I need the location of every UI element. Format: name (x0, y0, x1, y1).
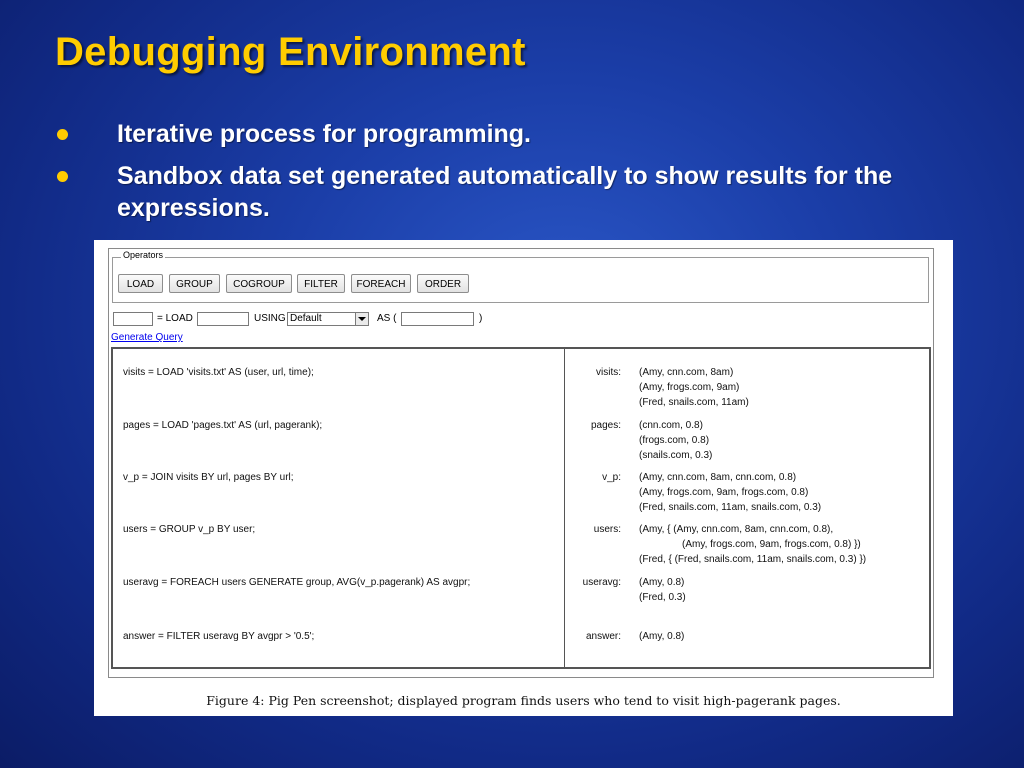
file-name-input[interactable] (197, 312, 249, 326)
result-label: v_p: (602, 472, 621, 483)
program-line: visits = LOAD 'visits.txt' AS (user, url, time); (123, 367, 314, 378)
result-line: (snails.com, 0.3) (639, 450, 713, 461)
result-line: (Amy, frogs.com, 9am, frogs.com, 0.8) }) (682, 539, 861, 550)
slide-title: Debugging Environment (55, 30, 526, 74)
operators-legend: Operators (123, 250, 164, 260)
bullet-item (55, 160, 975, 224)
program-line: v_p = JOIN visits BY url, pages BY url; (123, 472, 294, 483)
result-line: (Fred, snails.com, 11am, snails.com, 0.3) (639, 502, 822, 513)
filter-button[interactable]: FILTER (297, 274, 345, 293)
program-line: pages = LOAD 'pages.txt' AS (url, pagerank); (123, 420, 323, 431)
load-button[interactable]: LOAD (118, 274, 163, 293)
bullet-list (55, 118, 975, 234)
result-line: (Amy, 0.8) (639, 631, 685, 642)
loader-select[interactable] (287, 312, 369, 326)
result-line: (Amy, cnn.com, 8am) (639, 367, 734, 378)
result-line: (Fred, 0.3) (639, 592, 686, 603)
chevron-down-icon (355, 313, 368, 325)
result-line: (Fred, { (Fred, snails.com, 11am, snails.com, 0.3) }) (639, 554, 867, 565)
program-line: users = GROUP v_p BY user; (123, 524, 256, 535)
pig-pen-window (108, 248, 934, 678)
result-line: (Fred, snails.com, 11am) (639, 397, 749, 408)
cogroup-button[interactable]: COGROUP (226, 274, 292, 293)
as-label: AS ( (377, 313, 397, 324)
schema-input[interactable] (401, 312, 474, 326)
generate-query-link[interactable]: Generate Query (111, 332, 183, 343)
result-line: (Amy, frogs.com, 9am) (639, 382, 740, 393)
bullet-dot-icon (55, 160, 117, 224)
pig-pen-screenshot (94, 240, 953, 716)
result-label: useravg: (582, 577, 621, 588)
query-builder-row (111, 310, 931, 330)
result-label: visits: (596, 367, 621, 378)
loader-select-value: Default (290, 313, 322, 324)
result-line: (Amy, 0.8) (639, 577, 685, 588)
program-line: answer = FILTER useravg BY avgpr > '0.5'; (123, 631, 315, 642)
bullet-item (55, 118, 975, 150)
result-line: (cnn.com, 0.8) (639, 420, 703, 431)
operators-group (112, 250, 929, 303)
result-line: (Amy, frogs.com, 9am, frogs.com, 0.8) (639, 487, 809, 498)
results-panel (564, 347, 931, 669)
program-line: useravg = FOREACH users GENERATE group, AVG(v_p.pagerank) AS avgpr; (123, 577, 471, 588)
program-panel[interactable] (111, 347, 566, 669)
result-label: pages: (590, 420, 621, 431)
result-line: (Amy, cnn.com, 8am, cnn.com, 0.8) (639, 472, 797, 483)
load-label: = LOAD (157, 313, 193, 324)
close-paren-label: ) (479, 313, 483, 324)
bullet-text: Sandbox data set generated automatically to show results for the expressions. (117, 162, 893, 222)
result-line: (frogs.com, 0.8) (639, 435, 710, 446)
variable-name-input[interactable] (113, 312, 153, 326)
foreach-button[interactable]: FOREACH (351, 274, 411, 293)
result-label: users: (593, 524, 621, 535)
bullet-dot-icon (55, 118, 117, 150)
figure-caption: Figure 4: Pig Pen screenshot; displayed program finds users who tend to visit high-pagerank pages. (206, 693, 841, 708)
using-label: USING (254, 313, 286, 324)
group-button[interactable]: GROUP (169, 274, 220, 293)
bullet-text: Iterative process for programming. (117, 120, 532, 148)
result-line: (Amy, { (Amy, cnn.com, 8am, cnn.com, 0.8), (639, 524, 834, 535)
result-label: answer: (585, 631, 621, 642)
order-button[interactable]: ORDER (417, 274, 469, 293)
